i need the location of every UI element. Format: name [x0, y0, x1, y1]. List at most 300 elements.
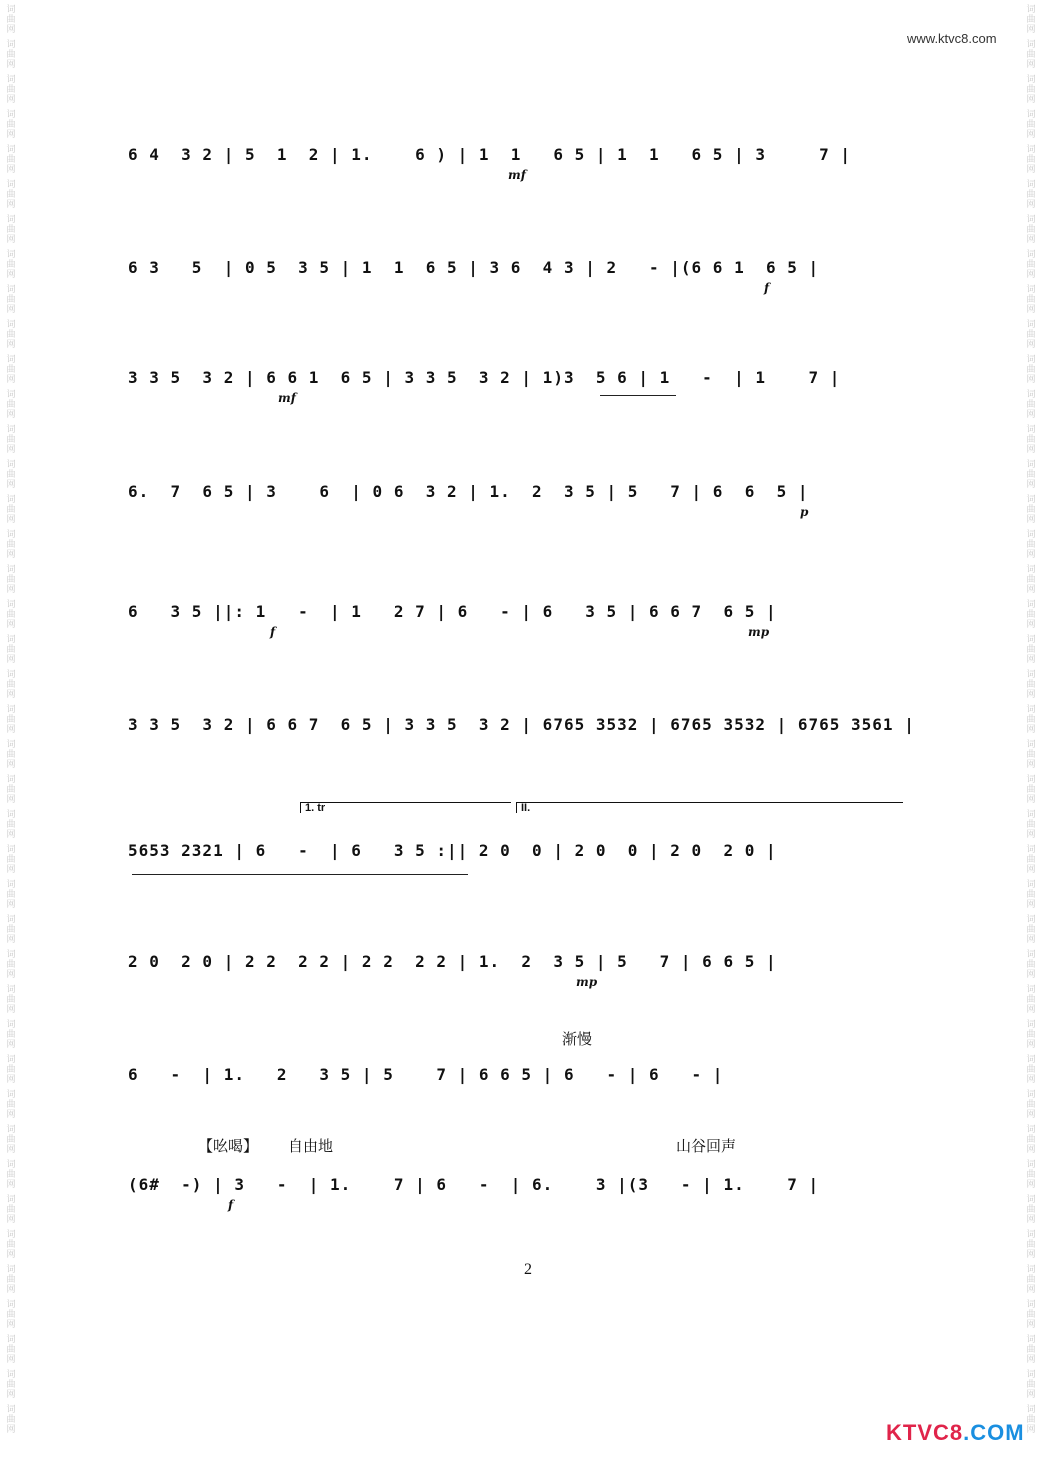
watermark-glyph: 词 [6, 880, 16, 890]
watermark-glyph-group [6, 390, 15, 420]
watermark-glyph: 网 [1026, 1355, 1036, 1365]
watermark-glyph-group [1026, 495, 1035, 525]
watermark-glyph: 词 [1026, 845, 1036, 855]
watermark-glyph: 曲 [1026, 925, 1036, 935]
watermark-glyph-group [6, 1370, 15, 1400]
watermark-glyph-group [6, 145, 15, 175]
watermark-glyph: 词 [6, 1055, 16, 1065]
watermark-glyph: 词 [1026, 180, 1036, 190]
watermark-glyph-group [6, 1265, 15, 1295]
watermark-glyph: 曲 [6, 1240, 16, 1250]
watermark-glyph: 曲 [6, 645, 16, 655]
watermark-glyph: 曲 [1026, 330, 1036, 340]
watermark-glyph: 网 [1026, 515, 1036, 525]
notation-text: 3 3 5 3 2 | 6 6 1 6 5 | 3 3 5 3 2 | 1)3 5 6 | 1 - | 1 7 | [128, 368, 841, 387]
watermark-glyph: 词 [1026, 145, 1036, 155]
watermark-glyph: 网 [6, 305, 16, 315]
watermark-glyph: 曲 [1026, 1415, 1036, 1425]
watermark-glyph-group [6, 355, 15, 385]
watermark-glyph: 曲 [6, 1135, 16, 1145]
watermark-glyph: 词 [1026, 1020, 1036, 1030]
watermark-glyph-group [1026, 635, 1035, 665]
watermark-glyph: 曲 [1026, 785, 1036, 795]
watermark-glyph: 网 [1026, 795, 1036, 805]
watermark-glyph: 曲 [1026, 435, 1036, 445]
watermark-glyph: 网 [1026, 165, 1036, 175]
watermark-glyph: 网 [1026, 655, 1036, 665]
watermark-glyph-group [6, 110, 15, 140]
decrescendo-mark [132, 874, 468, 875]
watermark-glyph: 曲 [6, 995, 16, 1005]
watermark-glyph: 网 [1026, 550, 1036, 560]
watermark-glyph: 词 [6, 495, 16, 505]
watermark-glyph: 网 [1026, 760, 1036, 770]
watermark-glyph: 曲 [6, 1415, 16, 1425]
watermark-glyph: 曲 [6, 190, 16, 200]
score-line-5 [128, 587, 904, 647]
watermark-glyph: 曲 [6, 960, 16, 970]
watermark-glyph-group [1026, 600, 1035, 630]
watermark-glyph: 词 [6, 1090, 16, 1100]
watermark-glyph: 网 [1026, 60, 1036, 70]
watermark-glyph: 网 [1026, 1425, 1036, 1435]
watermark-glyph: 网 [1026, 270, 1036, 280]
watermark-glyph: 网 [6, 1355, 16, 1365]
watermark-glyph: 网 [6, 60, 16, 70]
crescendo-mark [600, 395, 676, 396]
watermark-glyph-group [6, 600, 15, 630]
watermark-glyph-group [1026, 985, 1035, 1015]
watermark-glyph: 词 [6, 530, 16, 540]
watermark-glyph: 词 [6, 460, 16, 470]
watermark-glyph-group [6, 425, 15, 455]
watermark-glyph: 曲 [1026, 750, 1036, 760]
watermark-glyph: 曲 [1026, 645, 1036, 655]
dynamic-mark: mp [576, 975, 598, 989]
notation-text: 6 4 3 2 | 5 1 2 | 1. 6 ) | 1 1 6 5 | 1 1 6 5 | 3 7 | [128, 145, 852, 164]
notation-text: (6# -) | 3 - | 1. 7 | 6 - | 6. 3 |(3 - | 1. 7 | [128, 1175, 820, 1194]
watermark-glyph: 网 [6, 235, 16, 245]
dynamic-mark: f [270, 625, 276, 639]
watermark-glyph-group [6, 1335, 15, 1365]
watermark-glyph: 曲 [1026, 225, 1036, 235]
site-url: www.ktvc8.com [907, 31, 997, 46]
watermark-glyph-group [6, 40, 15, 70]
watermark-glyph: 词 [6, 950, 16, 960]
watermark-glyph: 词 [6, 1230, 16, 1240]
watermark-glyph: 网 [6, 620, 16, 630]
second-ending-bracket [516, 802, 903, 813]
watermark-glyph-group [6, 845, 15, 875]
free-tempo-label: 自由地 [288, 1138, 334, 1155]
watermark-glyph: 曲 [6, 155, 16, 165]
watermark-glyph-group [1026, 355, 1035, 385]
watermark-glyph: 网 [6, 1425, 16, 1435]
watermark-glyph: 词 [1026, 915, 1036, 925]
watermark-glyph: 曲 [1026, 1275, 1036, 1285]
watermark-glyph: 词 [1026, 775, 1036, 785]
watermark-glyph: 网 [1026, 305, 1036, 315]
watermark-glyph: 曲 [1026, 610, 1036, 620]
watermark-glyph-group [6, 285, 15, 315]
watermark-glyph: 曲 [1026, 890, 1036, 900]
watermark-glyph: 曲 [6, 1345, 16, 1355]
watermark-glyph: 曲 [6, 575, 16, 585]
score-line-9 [128, 1050, 904, 1110]
watermark-glyph: 网 [6, 130, 16, 140]
watermark-glyph-group [1026, 1160, 1035, 1190]
watermark-glyph: 网 [1026, 1145, 1036, 1155]
watermark-glyph: 曲 [1026, 15, 1036, 25]
watermark-glyph: 词 [6, 1160, 16, 1170]
watermark-glyph: 词 [1026, 1090, 1036, 1100]
watermark-glyph: 网 [6, 795, 16, 805]
watermark-glyph: 曲 [1026, 575, 1036, 585]
dynamic-mark: f [764, 281, 770, 295]
watermark-glyph: 网 [1026, 1005, 1036, 1015]
watermark-glyph-group [1026, 775, 1035, 805]
watermark-glyph: 网 [1026, 445, 1036, 455]
watermark-glyph: 网 [6, 935, 16, 945]
watermark-glyph: 网 [6, 200, 16, 210]
watermark-glyph: 词 [6, 215, 16, 225]
watermark-glyph: 词 [1026, 810, 1036, 820]
watermark-glyph: 网 [6, 375, 16, 385]
score-line-3 [128, 353, 904, 413]
watermark-glyph: 曲 [1026, 295, 1036, 305]
watermark-glyph: 词 [1026, 670, 1036, 680]
watermark-glyph-group [6, 75, 15, 105]
watermark-glyph: 词 [1026, 530, 1036, 540]
watermark-glyph: 曲 [6, 1100, 16, 1110]
watermark-glyph: 网 [6, 95, 16, 105]
watermark-glyph-group [6, 1055, 15, 1085]
dynamic-mark: mp [748, 625, 770, 639]
dynamic-mark: p [800, 505, 809, 519]
watermark-glyph-group [1026, 425, 1035, 455]
watermark-glyph: 词 [6, 110, 16, 120]
watermark-glyph-group [6, 1090, 15, 1120]
watermark-glyph-group [1026, 915, 1035, 945]
watermark-glyph: 网 [6, 515, 16, 525]
watermark-glyph: 网 [1026, 235, 1036, 245]
watermark-glyph: 网 [1026, 95, 1036, 105]
watermark-glyph: 词 [6, 1125, 16, 1135]
watermark-glyph: 曲 [1026, 820, 1036, 830]
watermark-glyph: 曲 [6, 120, 16, 130]
watermark-glyph: 词 [6, 355, 16, 365]
watermark-glyph: 词 [6, 1335, 16, 1345]
notation-text: 5653 2321 | 6 - | 6 3 5 :|| 2 0 0 | 2 0 0 | 2 0 2 0 | [128, 841, 777, 860]
watermark-glyph: 词 [1026, 320, 1036, 330]
watermark-glyph-group [6, 495, 15, 525]
watermark-glyph: 网 [1026, 130, 1036, 140]
watermark-glyph: 词 [6, 180, 16, 190]
watermark-glyph: 词 [1026, 740, 1036, 750]
watermark-glyph: 词 [6, 915, 16, 925]
watermark-glyph: 曲 [6, 925, 16, 935]
watermark-glyph: 网 [1026, 1075, 1036, 1085]
watermark-glyph: 网 [1026, 410, 1036, 420]
watermark-glyph: 曲 [1026, 50, 1036, 60]
watermark-glyph: 词 [1026, 215, 1036, 225]
watermark-glyph: 词 [1026, 75, 1036, 85]
watermark-glyph: 曲 [6, 855, 16, 865]
watermark-glyph: 曲 [6, 1170, 16, 1180]
watermark-glyph-group [6, 460, 15, 490]
watermark-glyph: 网 [6, 25, 16, 35]
watermark-glyph: 词 [6, 600, 16, 610]
watermark-glyph-group [6, 985, 15, 1015]
watermark-glyph: 网 [6, 830, 16, 840]
watermark-glyph: 曲 [6, 225, 16, 235]
watermark-glyph-group [6, 1405, 15, 1435]
watermark-glyph: 词 [6, 285, 16, 295]
watermark-glyph: 网 [1026, 375, 1036, 385]
watermark-glyph: 网 [1026, 900, 1036, 910]
watermark-glyph: 网 [6, 1110, 16, 1120]
watermark-glyph: 网 [6, 900, 16, 910]
watermark-glyph: 网 [1026, 25, 1036, 35]
score-line-7 [128, 802, 904, 886]
watermark-glyph-group [1026, 110, 1035, 140]
section-label: 【吆喝】 [198, 1138, 259, 1155]
watermark-glyph: 词 [6, 5, 16, 15]
notation-text: 6 - | 1. 2 3 5 | 5 7 | 6 6 5 | 6 - | 6 - | [128, 1065, 724, 1084]
score-line-1 [128, 130, 904, 190]
watermark-glyph-group [1026, 285, 1035, 315]
watermark-glyph: 网 [1026, 480, 1036, 490]
notation-text: 2 0 2 0 | 2 2 2 2 | 2 2 2 2 | 1. 2 3 5 | 5 7 | 6 6 5 | [128, 952, 777, 971]
watermark-glyph: 曲 [1026, 190, 1036, 200]
watermark-glyph-group [1026, 390, 1035, 420]
watermark-glyph: 曲 [1026, 1135, 1036, 1145]
watermark-glyph: 曲 [6, 540, 16, 550]
watermark-glyph: 网 [6, 1285, 16, 1295]
watermark-glyph-group [1026, 1405, 1035, 1435]
watermark-glyph-group [6, 250, 15, 280]
watermark-glyph: 网 [1026, 1390, 1036, 1400]
score-line-6 [128, 700, 915, 760]
watermark-glyph: 曲 [6, 470, 16, 480]
watermark-glyph: 词 [6, 740, 16, 750]
watermark-glyph: 曲 [6, 260, 16, 270]
watermark-glyph: 网 [6, 480, 16, 490]
watermark-glyph: 曲 [6, 400, 16, 410]
watermark-glyph: 词 [6, 810, 16, 820]
watermark-glyph: 曲 [1026, 1380, 1036, 1390]
watermark-glyph-group [1026, 180, 1035, 210]
watermark-glyph-group [1026, 1230, 1035, 1260]
watermark-glyph: 网 [6, 340, 16, 350]
watermark-glyph-group [6, 950, 15, 980]
first-ending-label: 1. tr [305, 802, 326, 814]
watermark-glyph: 曲 [6, 1380, 16, 1390]
watermark-glyph: 曲 [1026, 960, 1036, 970]
watermark-glyph: 网 [6, 1250, 16, 1260]
watermark-glyph: 网 [6, 1215, 16, 1225]
watermark-glyph: 曲 [6, 750, 16, 760]
score-line-2 [128, 243, 904, 303]
score-line-10 [128, 1160, 904, 1220]
watermark-glyph: 曲 [6, 610, 16, 620]
watermark-glyph: 网 [6, 410, 16, 420]
watermark-glyph-group [6, 1300, 15, 1330]
watermark-glyph: 词 [1026, 1370, 1036, 1380]
watermark-glyph: 词 [6, 635, 16, 645]
watermark-glyph: 网 [6, 585, 16, 595]
watermark-glyph: 网 [1026, 620, 1036, 630]
watermark-glyph: 词 [6, 75, 16, 85]
watermark-glyph-group [1026, 5, 1035, 35]
watermark-glyph-group [6, 1020, 15, 1050]
brand-logo-suffix: .COM [963, 1420, 1025, 1445]
watermark-glyph: 词 [1026, 600, 1036, 610]
watermark-glyph: 词 [1026, 5, 1036, 15]
watermark-glyph: 词 [1026, 1055, 1036, 1065]
watermark-glyph: 词 [1026, 565, 1036, 575]
watermark-glyph: 网 [1026, 935, 1036, 945]
watermark-glyph-group [1026, 460, 1035, 490]
watermark-glyph: 词 [6, 670, 16, 680]
watermark-glyph: 曲 [6, 1205, 16, 1215]
watermark-glyph-group [6, 1195, 15, 1225]
watermark-glyph: 词 [6, 1370, 16, 1380]
watermark-glyph: 网 [6, 1180, 16, 1190]
watermark-glyph: 网 [6, 165, 16, 175]
watermark-glyph: 曲 [1026, 995, 1036, 1005]
watermark-glyph-group [1026, 1265, 1035, 1295]
watermark-glyph: 曲 [1026, 540, 1036, 550]
watermark-glyph: 网 [6, 1320, 16, 1330]
watermark-glyph-group [1026, 565, 1035, 595]
page-number: 2 [524, 1261, 532, 1278]
watermark-glyph: 曲 [1026, 1030, 1036, 1040]
watermark-glyph: 词 [1026, 1335, 1036, 1345]
watermark-glyph: 词 [6, 250, 16, 260]
watermark-glyph-group [6, 215, 15, 245]
watermark-glyph: 词 [1026, 40, 1036, 50]
watermark-glyph: 词 [6, 1265, 16, 1275]
watermark-glyph: 词 [6, 1405, 16, 1415]
watermark-glyph: 词 [6, 320, 16, 330]
dynamic-mark: mf [508, 168, 526, 182]
watermark-glyph: 曲 [6, 330, 16, 340]
watermark-glyph: 词 [1026, 1265, 1036, 1275]
watermark-glyph: 词 [6, 775, 16, 785]
watermark-glyph-group [1026, 320, 1035, 350]
watermark-glyph: 词 [1026, 1160, 1036, 1170]
watermark-glyph: 网 [1026, 1040, 1036, 1050]
watermark-glyph-group [6, 320, 15, 350]
watermark-glyph: 曲 [1026, 1345, 1036, 1355]
watermark-glyph-group [6, 635, 15, 665]
watermark-glyph: 网 [1026, 1215, 1036, 1225]
watermark-glyph: 曲 [6, 785, 16, 795]
watermark-glyph: 曲 [6, 365, 16, 375]
watermark-glyph-group [1026, 215, 1035, 245]
score-line-8 [128, 937, 904, 997]
watermark-glyph-group [1026, 740, 1035, 770]
watermark-glyph: 词 [1026, 1230, 1036, 1240]
brand-logo-main: KTVC8 [886, 1420, 964, 1445]
watermark-glyph: 词 [1026, 425, 1036, 435]
watermark-glyph: 曲 [6, 1310, 16, 1320]
watermark-glyph: 曲 [6, 1065, 16, 1075]
watermark-glyph: 网 [1026, 1250, 1036, 1260]
watermark-glyph: 曲 [6, 715, 16, 725]
watermark-glyph-group [1026, 1090, 1035, 1120]
watermark-glyph-group [1026, 950, 1035, 980]
watermark-glyph: 词 [1026, 390, 1036, 400]
watermark-glyph: 曲 [1026, 400, 1036, 410]
watermark-glyph: 网 [6, 550, 16, 560]
dynamic-mark: f [228, 1198, 234, 1212]
watermark-glyph: 网 [6, 725, 16, 735]
watermark-glyph: 曲 [1026, 1170, 1036, 1180]
watermark-glyph: 网 [6, 970, 16, 980]
watermark-glyph: 网 [1026, 725, 1036, 735]
watermark-glyph: 词 [1026, 110, 1036, 120]
watermark-glyph: 词 [6, 565, 16, 575]
watermark-glyph: 词 [6, 1300, 16, 1310]
watermark-glyph: 网 [1026, 970, 1036, 980]
watermark-glyph-group [1026, 1195, 1035, 1225]
watermark-glyph: 词 [6, 390, 16, 400]
watermark-glyph: 词 [6, 845, 16, 855]
watermark-glyph-group [6, 880, 15, 910]
watermark-glyph: 曲 [6, 1030, 16, 1040]
watermark-glyph: 曲 [6, 680, 16, 690]
watermark-glyph: 曲 [1026, 260, 1036, 270]
notation-text: 6. 7 6 5 | 3 6 | 0 6 3 2 | 1. 2 3 5 | 5 7 | 6 6 5 | [128, 482, 809, 501]
watermark-glyph: 网 [1026, 1180, 1036, 1190]
watermark-glyph-group [1026, 40, 1035, 70]
watermark-glyph: 词 [1026, 285, 1036, 295]
watermark-glyph: 曲 [6, 505, 16, 515]
watermark-glyph-group [6, 775, 15, 805]
watermark-glyph-group [6, 530, 15, 560]
watermark-glyph: 曲 [6, 85, 16, 95]
watermark-glyph-group [6, 1125, 15, 1155]
watermark-glyph-group [6, 915, 15, 945]
watermark-glyph: 网 [1026, 340, 1036, 350]
watermark-glyph: 网 [6, 1075, 16, 1085]
watermark-glyph: 网 [6, 1005, 16, 1015]
watermark-glyph: 曲 [1026, 855, 1036, 865]
watermark-glyph: 网 [1026, 585, 1036, 595]
tempo-marking: 渐慢 [562, 1031, 593, 1048]
watermark-glyph-group [1026, 880, 1035, 910]
watermark-glyph-group [1026, 705, 1035, 735]
watermark-glyph: 词 [1026, 1195, 1036, 1205]
watermark-glyph-group [6, 180, 15, 210]
watermark-glyph: 曲 [1026, 1100, 1036, 1110]
watermark-glyph: 曲 [1026, 1240, 1036, 1250]
watermark-glyph: 网 [6, 445, 16, 455]
watermark-glyph-group [6, 705, 15, 735]
watermark-glyph: 曲 [1026, 85, 1036, 95]
watermark-glyph-group [6, 810, 15, 840]
score-line-4 [128, 467, 904, 527]
watermark-glyph-group [1026, 75, 1035, 105]
watermark-glyph: 网 [6, 655, 16, 665]
first-ending-bracket [300, 802, 511, 813]
watermark-glyph: 曲 [1026, 120, 1036, 130]
dynamic-mark: mf [278, 391, 296, 405]
watermark-glyph: 曲 [1026, 715, 1036, 725]
watermark-glyph: 曲 [1026, 1310, 1036, 1320]
